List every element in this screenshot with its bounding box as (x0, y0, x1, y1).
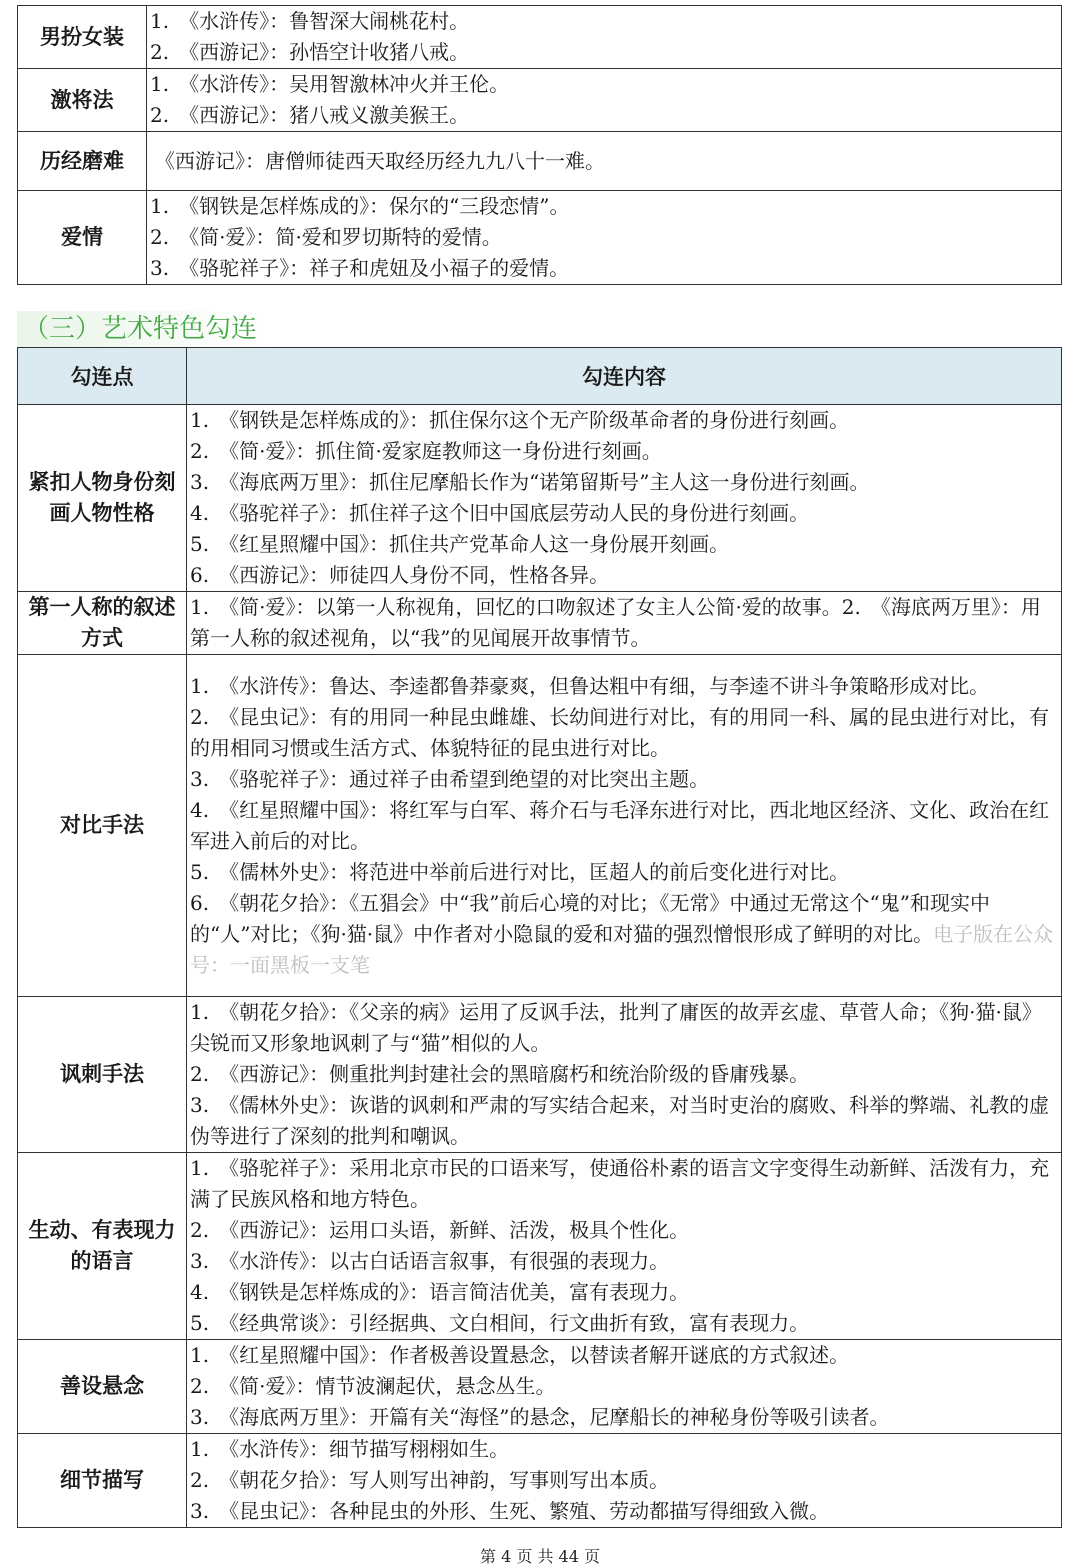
content-line: 2. 《西游记》：运用口头语，新鲜、活泼，极具个性化。 (190, 1218, 690, 1242)
row-content (187, 592, 1062, 655)
table-row (18, 191, 1062, 285)
content-line: 3. 《儒林外史》：诙谐的讽刺和严肃的写实结合起来，对当时吏治的腐败、科举的弊端、礼教的虚伪等进行了深刻的批判和嘲讽。 (190, 1093, 1050, 1148)
label-line: 生动、有表现力 (28, 1218, 176, 1242)
row-content (187, 997, 1062, 1153)
content-line: 1. 《骆驼祥子》：采用北京市民的口语来写，使通俗朴素的语言文字变得生动新鲜、活泼有力，充满了民族风格和地方特色。 (190, 1156, 1050, 1211)
row-label (18, 655, 187, 997)
content-line: 2. 《简·爱》：情节波澜起伏，悬念丛生。 (190, 1374, 556, 1398)
content-line: 1. 《水浒传》：鲁达、李逵都鲁莽豪爽，但鲁达粗中有细，与李逵不讲斗争策略形成对比。 (190, 673, 990, 698)
watermark-text: 电子版在公众号：一面黑板一支笔 (190, 921, 1054, 977)
content-line: 2. 《简·爱》：简·爱和罗切斯特的爱情。 (150, 225, 502, 249)
row-content (187, 405, 1062, 592)
content-line: 1. 《简·爱》：以第一人称视角，回忆的口吻叙述了女主人公简·爱的故事。2. 《海底两万里》：用第一人称的叙述视角，以“我”的见闻展开故事情节。 (190, 595, 1041, 650)
content-line: 4. 《钢铁是怎样炼成的》：语言简洁优美，富有表现力。 (190, 1280, 690, 1304)
row-label (18, 997, 187, 1153)
content-line: 2. 《西游记》：猪八戒义激美猴王。 (150, 103, 470, 127)
content-line: 1. 《红星照耀中国》：作者极善设置悬念，以替读者解开谜底的方式叙述。 (190, 1343, 850, 1367)
table-row (18, 997, 1062, 1153)
content-line: 2. 《简·爱》：抓住简·爱家庭教师这一身份进行刻画。 (190, 439, 662, 463)
content-line: 2. 《昆虫记》：有的用同一种昆虫雌雄、长幼间进行对比，有的用同一科、属的昆虫进行对比，有的用相同习惯或生活方式、体貌特征的昆虫进行对比。 (190, 704, 1050, 760)
content-line: 3. 《骆驼祥子》：祥子和虎妞及小福子的爱情。 (150, 256, 570, 280)
page-number: 第 4 页 共 44 页 (480, 1547, 600, 1566)
row-label: 历经磨难 (18, 132, 147, 191)
content-line: 3. 《骆驼祥子》：通过祥子由希望到绝望的对比突出主题。 (190, 766, 710, 791)
content-line: 1. 《钢铁是怎样炼成的》：抓住保尔这个无产阶级革命者的身份进行刻画。 (190, 408, 850, 432)
content-line: 1. 《水浒传》：细节描写栩栩如生。 (190, 1437, 510, 1461)
label-line: 善设悬念 (60, 1374, 144, 1398)
table-row (18, 405, 1062, 592)
table-row (18, 69, 1062, 132)
table-row (18, 1153, 1062, 1340)
content-text: 6. 《朝花夕拾》：《五猖会》中“我”前后心境的对比；《无常》中通过无常这个“鬼”和现实中的“人”对比；《狗·猫·鼠》中作者对小隐鼠的爱和对猫的强烈憎恨形成了鲜明的对比。 (190, 890, 990, 946)
row-content (147, 6, 1062, 69)
content-line: 4. 《骆驼祥子》：抓住祥子这个旧中国底层劳动人民的身份进行刻画。 (190, 501, 810, 525)
row-label (18, 1153, 187, 1340)
label-line: 的语言 (70, 1249, 134, 1273)
table-row (18, 592, 1062, 655)
row-label (18, 1434, 187, 1528)
content-line (190, 888, 1059, 981)
row-label: 激将法 (18, 69, 147, 132)
content-line: 6. 《西游记》：师徒四人身份不同，性格各异。 (190, 563, 610, 587)
content-line: 1. 《水浒传》：鲁智深大闹桃花村。 (150, 9, 470, 33)
label-line: 画人物性格 (49, 501, 155, 525)
content-line: 1. 《水浒传》：吴用智激林冲火并王伦。 (150, 72, 510, 96)
row-label: 男扮女装 (18, 6, 147, 69)
label-line: 对比手法 (60, 813, 144, 837)
content-line: 2. 《西游记》：孙悟空计收猪八戒。 (150, 40, 470, 64)
table-row (18, 1434, 1062, 1528)
row-label (18, 592, 187, 655)
table-row (18, 655, 1062, 997)
label-line: 讽刺手法 (60, 1062, 144, 1086)
header-point: 勾连点 (18, 348, 187, 405)
row-content (187, 1153, 1062, 1340)
table-row (18, 6, 1062, 69)
row-content (187, 655, 1062, 997)
table-header-row (18, 348, 1062, 405)
content-line: 5. 《经典常谈》：引经据典、文白相间，行文曲折有致，富有表现力。 (190, 1311, 810, 1335)
table-row (18, 1340, 1062, 1434)
row-content (147, 69, 1062, 132)
content-line: 1. 《朝花夕拾》：《父亲的病》运用了反讽手法，批判了庸医的故弄玄虚、草菅人命；《狗·猫·鼠》尖锐而又形象地讽刺了与“猫”相似的人。 (190, 1000, 1042, 1055)
art-features-table (17, 347, 1062, 1528)
section-title: （三）艺术特色勾连 (17, 311, 272, 347)
content-line: 1. 《钢铁是怎样炼成的》：保尔的“三段恋情”。 (150, 194, 570, 218)
content-line: 2. 《朝花夕拾》：写人则写出神韵，写事则写出本质。 (190, 1468, 670, 1492)
content-line: 5. 《红星照耀中国》：抓住共产党革命人这一身份展开刻画。 (190, 532, 730, 556)
content-line: 4. 《红星照耀中国》：将红军与白军、蒋介石与毛泽东进行对比，西北地区经济、文化、政治在红军进入前后的对比。 (190, 797, 1050, 853)
content-line: 《西游记》：唐僧师徒西天取经历经九九八十一难。 (155, 148, 605, 173)
header-content: 勾连内容 (187, 348, 1062, 405)
label-line: 紧扣人物身份刻 (28, 470, 176, 494)
content-line: 2. 《西游记》：侧重批判封建社会的黑暗腐朽和统治阶级的昏庸残暴。 (190, 1062, 810, 1086)
content-line: 3. 《海底两万里》：抓住尼摩船长作为“诺第留斯号”主人这一身份进行刻画。 (190, 470, 870, 494)
row-label (18, 1340, 187, 1434)
row-content (187, 1434, 1062, 1528)
label-line: 细节描写 (60, 1468, 144, 1492)
row-content (187, 1340, 1062, 1434)
content-line: 3. 《水浒传》：以古白话语言叙事，有很强的表现力。 (190, 1249, 670, 1273)
content-line: 3. 《昆虫记》：各种昆虫的外形、生死、繁殖、劳动都描写得细致入微。 (190, 1499, 830, 1523)
label-line: 第一人称的叙述 (28, 595, 176, 619)
row-label (18, 405, 187, 592)
story-links-table (17, 5, 1062, 285)
content-line: 3. 《海底两万里》：开篇有关“海怪”的悬念，尼摩船长的神秘身份等吸引读者。 (190, 1405, 890, 1429)
content-line: 5. 《儒林外史》：将范进中举前后进行对比，匡超人的前后变化进行对比。 (190, 859, 850, 884)
row-content (147, 191, 1062, 285)
table-row (18, 132, 1062, 191)
row-label: 爱情 (18, 191, 147, 285)
row-content (147, 132, 1062, 191)
label-line: 方式 (81, 626, 123, 650)
